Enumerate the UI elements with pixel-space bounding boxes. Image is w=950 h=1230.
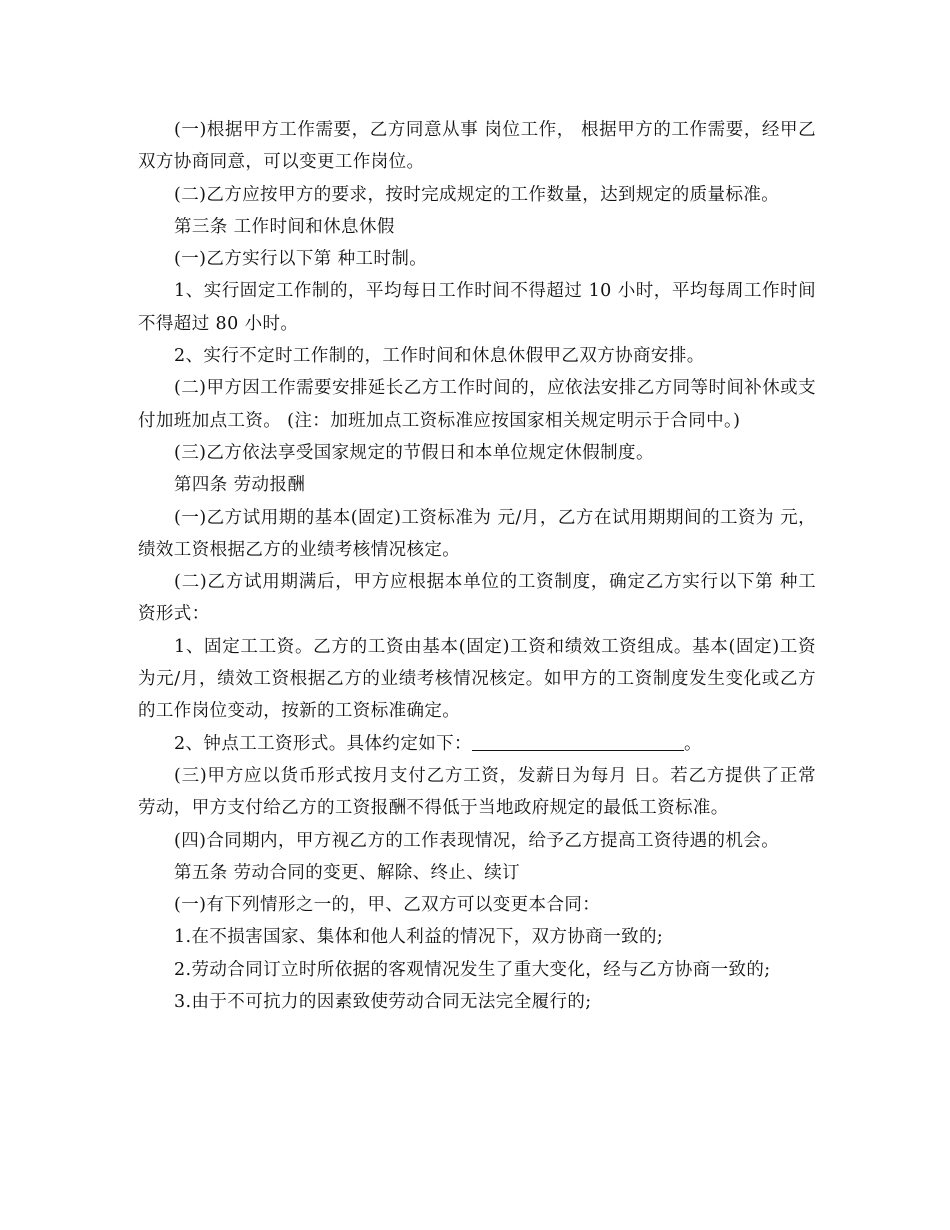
paragraph: (四)合同期内，甲方视乙方的工作表现情况，给予乙方提高工资待遇的机会。 — [174, 830, 780, 851]
paragraph: (三)乙方依法享受国家规定的节假日和本单位规定休假制度。 — [174, 442, 654, 463]
fill-in-blank — [472, 730, 684, 751]
document-page — [138, 114, 816, 1018]
section-heading: 第三条 工作时间和休息休假 — [174, 216, 395, 237]
paragraph: 2、实行不定时工作制的，工作时间和休息休假甲乙双方协商安排。 — [174, 346, 705, 367]
paragraph: (一)乙方实行以下第 种工时制。 — [174, 249, 428, 270]
paragraph: 1、固定工工资。乙方的工资由基本(固定)工资和绩效工资组成。基本(固定)工资为元/月，绩效工资根据乙方的业绩考核情况核定。如甲方的工资制度发生变化或乙方的工作岗位变动，按新的工资标准确定。 — [138, 636, 816, 722]
paragraph: (二)乙方应按甲方的要求，按时完成规定的工作数量，达到规定的质量标准。 — [174, 184, 780, 205]
paragraph: (一)根据甲方工作需要，乙方同意从事 岗位工作， 根据甲方的工作需要，经甲乙双方协商同意，可以变更工作岗位。 — [138, 120, 816, 173]
paragraph: (三)甲方应以货币形式按月支付乙方工资，发薪日为每月 日。若乙方提供了正常劳动，甲方支付给乙方的工资报酬不得低于当地政府规定的最低工资标准。 — [138, 765, 816, 819]
list-item: 2.劳动合同订立时所依据的客观情况发生了重大变化，经与乙方协商一致的; — [174, 959, 771, 980]
paragraph: (一)乙方试用期的基本(固定)工资标准为 元/月，乙方在试用期期间的工资为 元，绩效工资根据乙方的业绩考核情况核定。 — [138, 507, 816, 560]
list-item: 1.在不损害国家、集体和他人利益的情况下，双方协商一致的; — [174, 927, 664, 948]
paragraph-text: 2、钟点工工资形式。具体约定如下： — [174, 733, 472, 754]
section-heading: 第五条 劳动合同的变更、解除、终止、续订 — [174, 862, 521, 883]
paragraph: 1、实行固定工作制的，平均每日工作时间不得超过 10 小时，平均每周工作时间不得超过 80 小时。 — [138, 281, 816, 334]
list-item: 3.由于不可抗力的因素致使劳动合同无法完全履行的; — [174, 992, 592, 1013]
paragraph-with-blank — [138, 728, 816, 760]
section-heading: 第四条 劳动报酬 — [174, 475, 306, 496]
paragraph: (二)乙方试用期满后，甲方应根据本单位的工资制度，确定乙方实行以下第 种工资形式： — [138, 572, 816, 625]
paragraph: (二)甲方因工作需要安排延长乙方工作时间的，应依法安排乙方同等时间补休或支付加班加点工资。 (注：加班加点工资标准应按国家相关规定明示于合同中。) — [138, 378, 816, 431]
paragraph: (一)有下列情形之一的，甲、乙双方可以变更本合同： — [174, 895, 601, 916]
line-end-punct: 。 — [683, 733, 702, 754]
